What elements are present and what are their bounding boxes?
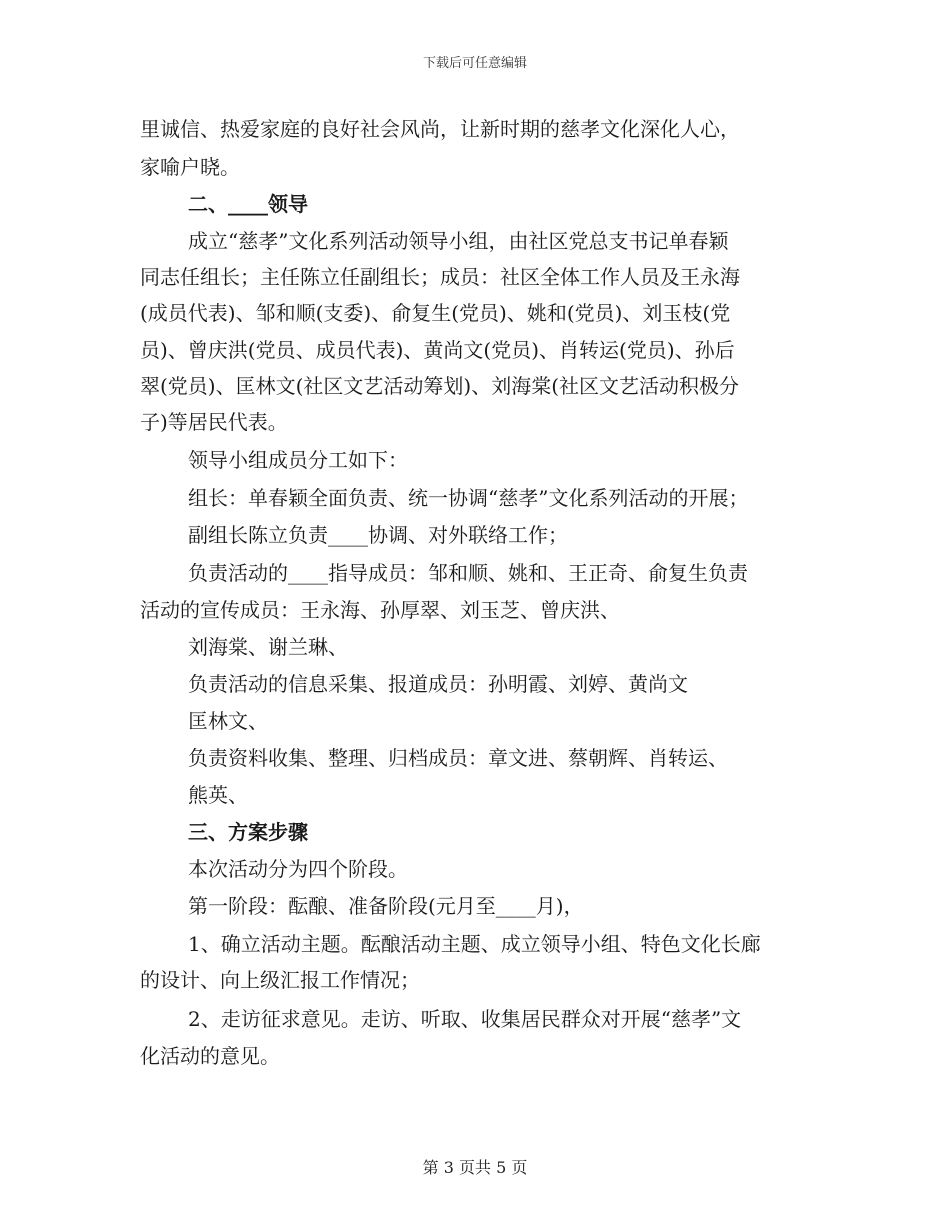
paragraph-line: 同志任组长；主任陈立任副组长；成员：社区全体工作人员及王永海 xyxy=(140,265,740,289)
paragraph-line: 匡林文、 xyxy=(188,709,268,733)
paragraph-line: 翠(党员)、匡林文(社区文艺活动筹划)、刘海棠(社区文艺活动积极分 xyxy=(140,374,740,398)
paragraph-line: 熊英、 xyxy=(188,783,248,807)
page-header: 下载后可任意编辑 xyxy=(422,56,527,71)
paragraph-line: 员)、曾庆洪(党员、成员代表)、黄尚文(党员)、肖转运(党员)、孙后 xyxy=(140,338,735,362)
paragraph-line: 负责资料收集、整理、归档成员：章文进、蔡朝辉、肖转运、 xyxy=(188,746,728,770)
paragraph-line: 副组长陈立负责____协调、对外联络工作； xyxy=(188,523,568,547)
paragraph-line: 2、走访征求意见。走访、听取、收集居民群众对开展“慈孝”文 xyxy=(188,1007,742,1031)
paragraph-line: 领导小组成员分工如下： xyxy=(188,448,408,472)
paragraph-line: 本次活动分为四个阶段。 xyxy=(188,857,408,881)
page-footer: 第 3 页共 5 页 xyxy=(422,1158,528,1177)
paragraph-line: 成立“慈孝”文化系列活动领导小组，由社区党总支书记单春颖 xyxy=(188,229,729,253)
paragraph-line: 负责活动的信息采集、报道成员：孙明霞、刘婷、黄尚文 xyxy=(188,672,688,696)
paragraph-line: 子)等居民代表。 xyxy=(140,410,288,434)
paragraph-line: (成员代表)、邹和顺(支委)、俞复生(党员)、姚和(党员)、刘玉枝(党 xyxy=(140,301,731,325)
paragraph-line: 里诚信、热爱家庭的良好社会风尚，让新时期的慈孝文化深化人心， xyxy=(140,117,740,141)
paragraph-line: 1、确立活动主题。酝酿活动主题、成立领导小组、特色文化长廊 xyxy=(188,932,761,956)
paragraph-line: 组长：单春颖全面负责、统一协调“慈孝”文化系列活动的开展； xyxy=(188,486,749,510)
paragraph-line: 家喻户晓。 xyxy=(140,155,240,179)
paragraph-line: 的设计、向上级汇报工作情况； xyxy=(140,968,420,992)
section-heading: 三、方案步骤 xyxy=(188,820,308,844)
section-heading: 二、____领导 xyxy=(188,192,308,216)
paragraph-line: 活动的宣传成员：王永海、孙厚翠、刘玉芝、曾庆洪、 xyxy=(140,598,620,622)
paragraph-line: 刘海棠、谢兰琳、 xyxy=(188,635,348,659)
paragraph-line: 负责活动的____指导成员：邹和顺、姚和、王正奇、俞复生负责 xyxy=(188,561,748,585)
paragraph-line: 化活动的意见。 xyxy=(140,1044,280,1068)
paragraph-line: 第一阶段：酝酿、准备阶段(元月至____月)， xyxy=(188,894,584,918)
